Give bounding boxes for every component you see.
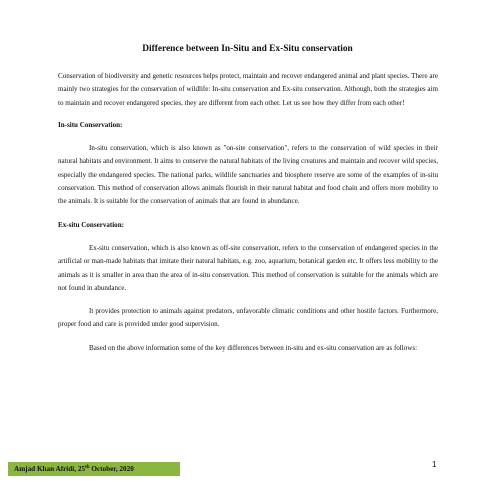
document-title: Difference between In-Situ and Ex-Situ conservation [142, 44, 353, 54]
ex-situ-paragraph-2: It provides protection to animals against predators, unfavorable climatic conditions and other hostile factors. Furthermore, proper food and care is provided under good supervision. [58, 307, 438, 329]
author-date-suffix: October, 2020 [89, 465, 134, 473]
author-date-prefix: Amjad Khan Afridi, 25 [14, 465, 86, 473]
closing-paragraph: Based on the above information some of the key differences between in-situ and ex-situ conservation are as follows: [89, 343, 418, 352]
author-date-sup: th [85, 465, 90, 470]
document-body [58, 70, 438, 355]
ex-situ-paragraph: Ex-situ conservation, which is also known as off-site conservation, refers to the conservation of endangered species in the artificial or man-made habitats that imitate their natural habitats, e.g. zoo, aquarium, botanical garden etc. It offers less mobility to the animals as it is smaller in area than the area of in-situ conservation. This method of conservation is suitable for the animals which are not found in abundance. [58, 243, 438, 292]
author-date-footer [8, 462, 180, 476]
intro-paragraph: Conservation of biodiversity and genetic resources helps protect, maintain and recover endangered animal and plant species. There are mainly two strategies for the conservation of wildlife: In-situ conservation and Ex-situ conservation. Although, both the strategies aim to maintain and recover endangered species, they are different from each other. Let us see how they differ from each other! [58, 72, 438, 107]
ex-situ-heading: Ex-situ Conservation: [58, 220, 124, 229]
in-situ-paragraph: In-situ conservation, which is also known as "on-site conservation", refers to the conservation of wild species in their natural habitats and environment. It aims to conserve the natural habitats of the living creatures and maintain and recover wild species, especially the endangered species. The national parks, wildlife sanctuaries and biosphere reserve are some of the examples of in-situ conservation. This method of conservation allows animals flourish in their natural habitat and food chain and offers more mobility to the animals. It is suitable for the conservation of animals that are found in abundance. [58, 144, 438, 206]
in-situ-heading: In-situ Conservation: [58, 120, 123, 129]
page-number: 1 [432, 460, 437, 469]
